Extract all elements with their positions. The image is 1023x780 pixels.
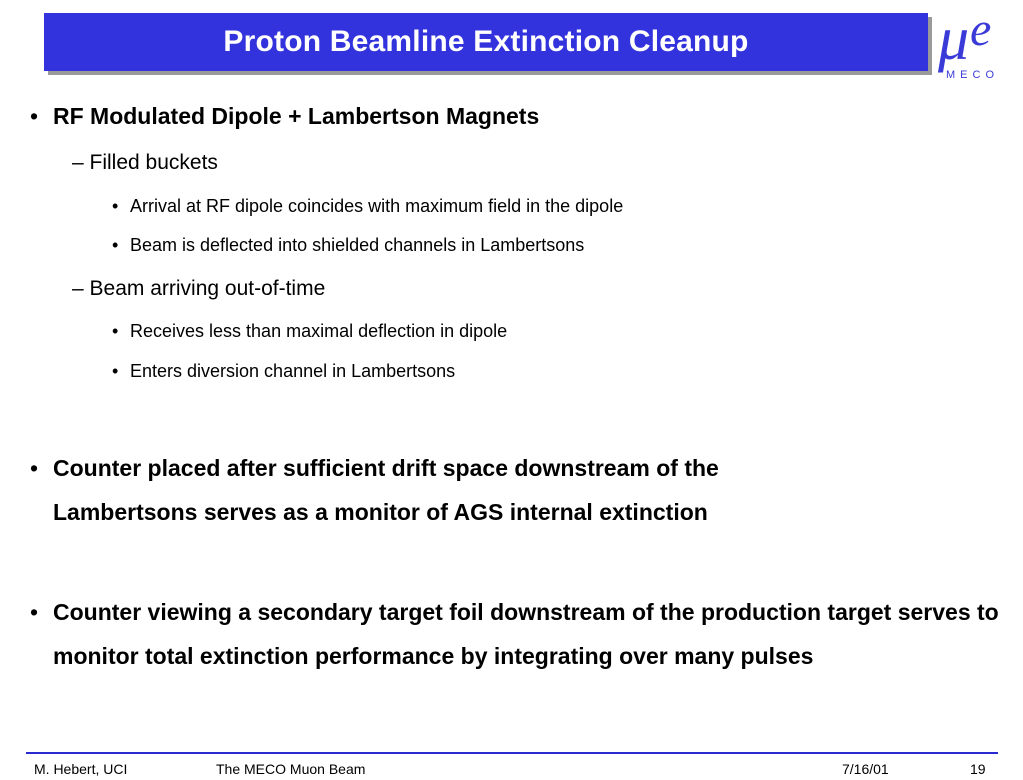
bullet-1-text: RF Modulated Dipole + Lambertson Magnets <box>53 103 540 129</box>
footer-divider <box>26 752 998 754</box>
bullet-2 <box>30 446 1005 534</box>
bullet-marker: • <box>30 455 39 481</box>
footer-date: 7/16/01 <box>842 761 889 777</box>
sub-sub-bullet-text: Enters diversion channel in Lambertsons <box>130 361 456 381</box>
bullet-marker: • <box>112 235 119 255</box>
logo-mu: μ <box>938 5 970 73</box>
sub-sub-bullet <box>112 234 584 256</box>
bullet-marker: • <box>112 196 119 216</box>
slide-title: Proton Beamline Extinction Cleanup <box>223 25 749 58</box>
bullet-marker: • <box>112 321 119 341</box>
bullet-marker: • <box>112 361 119 381</box>
logo-caption: MECO <box>946 69 999 81</box>
footer-page-number: 19 <box>970 761 986 777</box>
sub-bullet-filled-buckets: – Filled buckets <box>72 151 218 174</box>
sub-sub-bullet-text: Receives less than maximal deflection in dipole <box>130 321 508 341</box>
logo-e: e <box>970 5 992 56</box>
bullet-marker: • <box>30 599 39 625</box>
bullet-2-text: Counter placed after sufficient drift space downstream of the Lambertsons serves as a monitor of AGS internal extinction <box>53 455 719 525</box>
bullet-marker: • <box>30 103 39 129</box>
sub-sub-bullet <box>112 195 623 217</box>
bullet-3-text: Counter viewing a secondary target foil downstream of the production target serves to monitor total extinction performance by integrating over many pulses <box>53 599 999 669</box>
bullet-1 <box>30 94 1005 138</box>
footer-talk-title: The MECO Muon Beam <box>216 761 366 777</box>
footer-author: M. Hebert, UCI <box>34 761 128 777</box>
sub-sub-bullet <box>112 360 455 382</box>
sub-sub-bullet <box>112 320 507 342</box>
sub-sub-bullet-text: Beam is deflected into shielded channels in Lambertsons <box>130 235 585 255</box>
sub-sub-bullet-text: Arrival at RF dipole coincides with maximum field in the dipole <box>130 196 624 216</box>
sub-bullet-out-of-time: – Beam arriving out-of-time <box>72 277 326 300</box>
bullet-3 <box>30 590 1005 678</box>
